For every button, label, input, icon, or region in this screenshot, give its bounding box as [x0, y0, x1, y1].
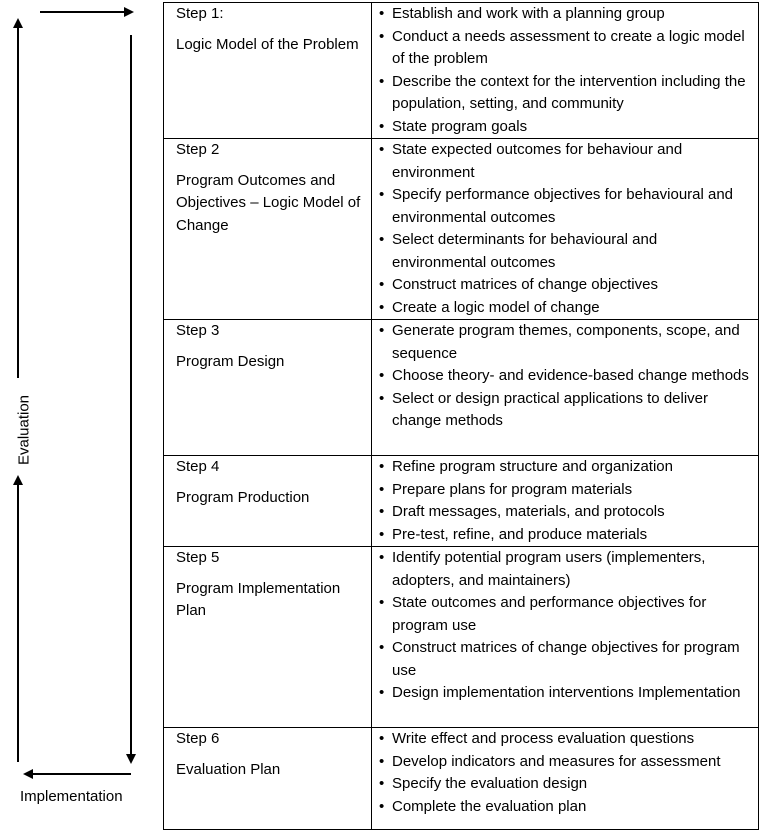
step-title: Program Design [176, 352, 285, 370]
task-item: • Specify performance objectives for behavioural and environmental outcomes [379, 184, 754, 229]
task-item: • Select or design practical applications to deliver change methods [379, 388, 754, 433]
task-item: • State expected outcomes for behaviour and environment [379, 139, 754, 184]
step-tasks [372, 3, 759, 139]
step-number: Step 1: [176, 5, 224, 22]
step-title: Logic Model of the Problem [176, 35, 359, 53]
task-item: • Draft messages, materials, and protocols [379, 501, 754, 524]
task-item: • Write effect and process evaluation questions [379, 728, 754, 751]
task-item: • Construct matrices of change objectives [379, 274, 754, 297]
step-row [164, 139, 759, 320]
evaluation-label: Evaluation [15, 394, 33, 466]
task-item: • Generate program themes, components, scope, and sequence [379, 320, 754, 365]
task-item: • Select determinants for behavioural and environmental outcomes [379, 229, 754, 274]
task-list [379, 139, 754, 319]
step-tasks [372, 547, 759, 728]
task-item: • Choose theory- and evidence-based change methods [379, 365, 754, 388]
step-number: Step 6 [176, 730, 220, 747]
task-item: • Design implementation interventions Implementation [379, 682, 754, 705]
task-list [379, 456, 754, 546]
task-item: • Refine program structure and organization [379, 456, 754, 479]
step-tasks [372, 320, 759, 456]
task-item: • Conduct a needs assessment to create a logic model of the problem [379, 26, 754, 71]
task-list [379, 728, 754, 818]
step-title: Program Implementation Plan [176, 579, 341, 619]
task-list [379, 547, 754, 705]
steps-table [163, 2, 759, 830]
step-header [164, 320, 372, 456]
step-row [164, 3, 759, 139]
step-row [164, 547, 759, 728]
step-header [164, 547, 372, 728]
step-header [164, 3, 372, 139]
step-tasks [372, 728, 759, 830]
step-tasks [372, 139, 759, 320]
step-title: Program Outcomes and Objectives – Logic Model of Change [176, 171, 361, 234]
task-list [379, 3, 754, 138]
task-item: • Construct matrices of change objectives for program use [379, 637, 754, 682]
step-header [164, 728, 372, 830]
step-header [164, 139, 372, 320]
step-number: Step 3 [176, 322, 220, 339]
task-item: • Establish and work with a planning group [379, 3, 754, 26]
task-item: • Complete the evaluation plan [379, 796, 754, 819]
task-item: • Describe the context for the intervention including the population, setting, and community [379, 71, 754, 116]
step-row [164, 456, 759, 547]
task-item: • Prepare plans for program materials [379, 479, 754, 502]
step-title: Program Production [176, 488, 310, 506]
task-item: • Develop indicators and measures for assessment [379, 751, 754, 774]
step-title: Evaluation Plan [176, 760, 281, 778]
implementation-label: Implementation [20, 788, 123, 805]
task-item: • Specify the evaluation design [379, 773, 754, 796]
step-number: Step 4 [176, 458, 220, 475]
task-list [379, 320, 754, 433]
task-item: • State program goals [379, 116, 754, 139]
step-number: Step 2 [176, 141, 220, 158]
step-tasks [372, 456, 759, 547]
step-header [164, 456, 372, 547]
step-number: Step 5 [176, 549, 220, 566]
task-item: • Pre-test, refine, and produce materials [379, 524, 754, 547]
step-row [164, 728, 759, 830]
task-item: • State outcomes and performance objectives for program use [379, 592, 754, 637]
task-item: • Identify potential program users (implementers, adopters, and maintainers) [379, 547, 754, 592]
task-item: • Create a logic model of change [379, 297, 754, 320]
step-row [164, 320, 759, 456]
